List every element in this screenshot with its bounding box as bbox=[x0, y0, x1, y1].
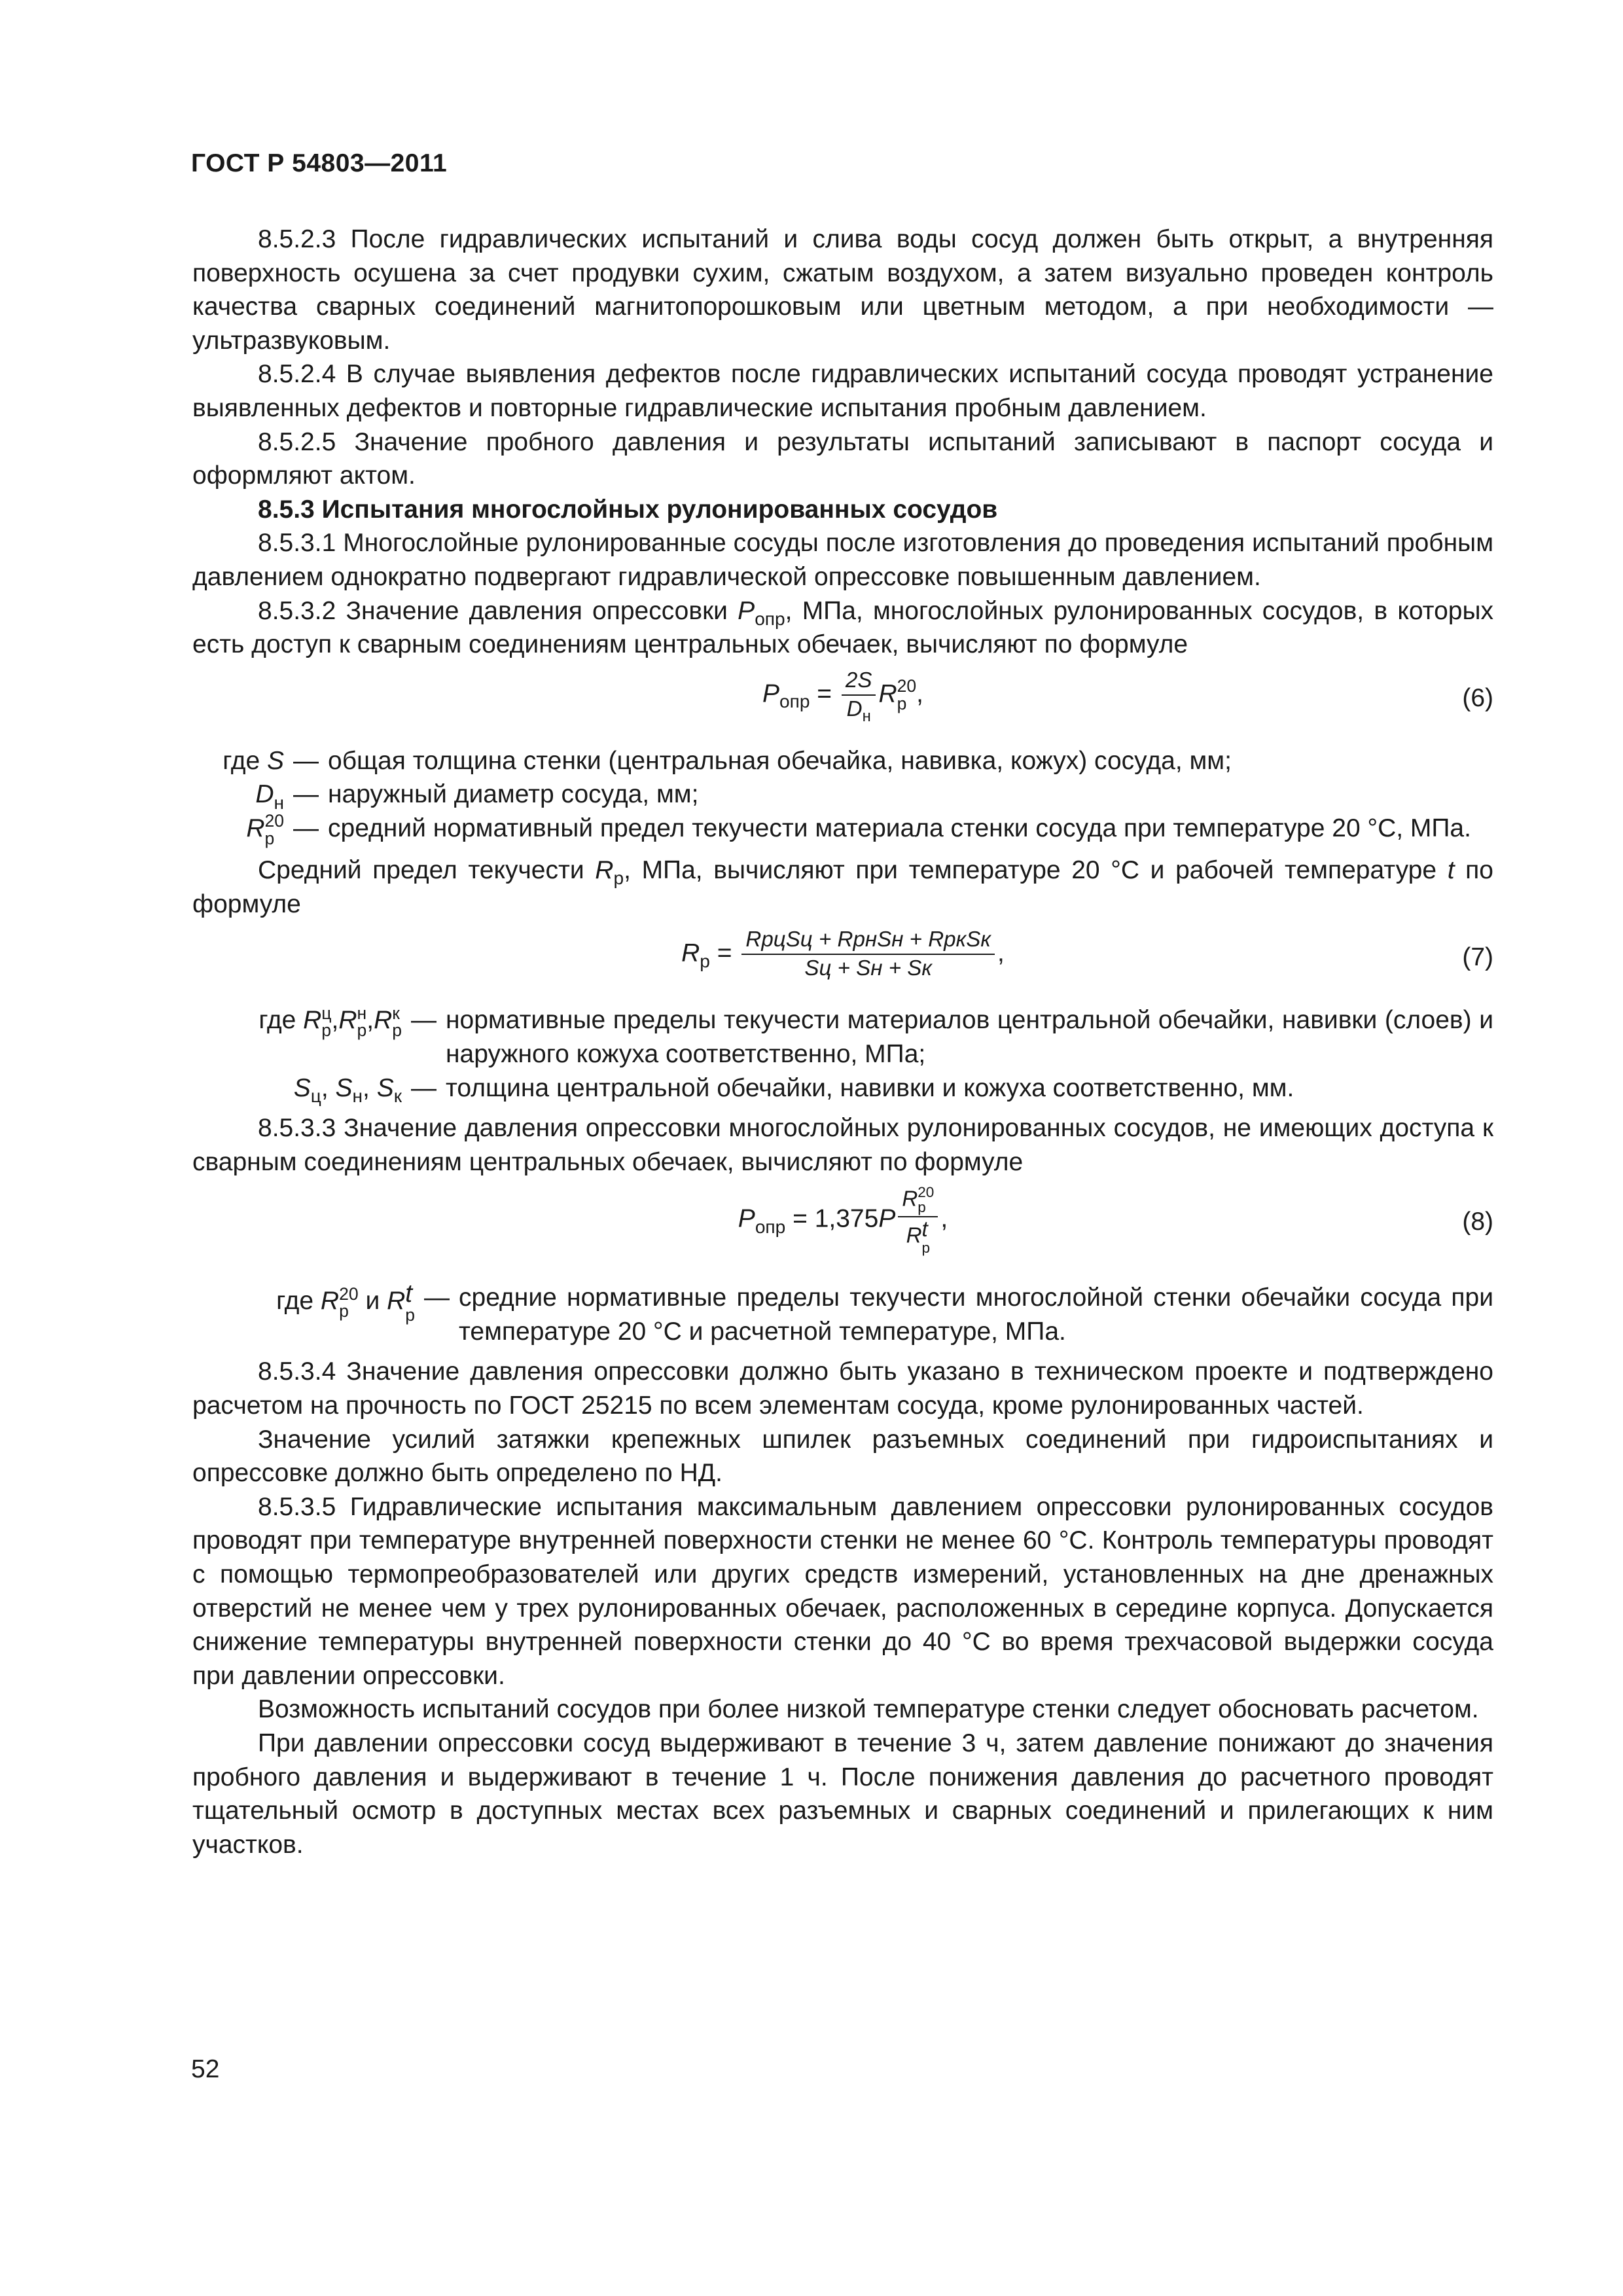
document-body bbox=[192, 223, 1493, 1861]
paragraph-8-5-3-3: 8.5.3.3 Значение давления опрессовки многослойных рулонированных сосудов, не имеющих доступа к сварным соединениям центральных обечаек, вычисляют по формуле bbox=[192, 1114, 1493, 1176]
formula-number-8: (8) bbox=[1462, 1208, 1493, 1236]
paragraph-8-5-3-5: 8.5.3.5 Гидравлические испытания максимальным давлением опрессовки рулонированных сосудов проводят при температуре внутренней поверхности стенки не менее 60 °С. Контроль температуры проводят с помощью термопреобразователей или других средств измерений, установленных на дне дренажных отверстий не менее чем у трех рулонированных обечаек, расположенных в середине корпуса. Допускается снижение температуры внутренней поверхности стенки до 40 °С во время трехчасовой выдержки сосуда при давлении опрессовки. bbox=[192, 1492, 1493, 1690]
paragraph-8-5-3-2: 8.5.3.2 Значение давления опрессовки $P_{опр}$, МПа, многослойных рулонированных сосудов, в которых есть доступ к сварным соединениям центральных обечаек, вычисляют по формуле bbox=[192, 596, 1493, 659]
paragraph-low-temperature: Возможность испытаний сосудов при более низкой температуре стенки следует обосновать расчетом. bbox=[258, 1695, 1479, 1724]
page-number: 52 bbox=[191, 2055, 220, 2083]
paragraph-bolt-tightening: Значение усилий затяжки крепежных шпилек разъемных соединений при гидроиспытаниях и опрессовке должно быть определено по НД. bbox=[192, 1425, 1493, 1488]
paragraph-holding-time: При давлении опрессовки сосуд выдерживают в течение 3 ч, затем давление понижают до значения пробного давления и выдерживают в течение 1 ч. После понижения давления до расчетного проводят тщательный осмотр в доступных местах всех разъемных и сварных соединений и прилегающих к ним участков. bbox=[192, 1729, 1493, 1859]
definitions-formula-8: где R 20 р и R t р — средние нормативные пределы текучести многослойной стенки обечайки сосуда при температуре 20 °С и расчетной температуре, МПа. bbox=[276, 1280, 1493, 1346]
paragraph-8-5-3-1: 8.5.3.1 Многослойные рулонированные сосуды после изготовления до проведения испытаний пробным давлением однократно подвергают гидравлической опрессовке повышенным давлением. bbox=[192, 529, 1493, 591]
paragraph-8-5-2-5: 8.5.2.5 Значение пробного давления и результаты испытаний записывают в паспорт сосуда и оформляют актом. bbox=[192, 427, 1493, 490]
formula-number-7: (7) bbox=[1462, 943, 1493, 972]
formula-8: $P_{опр} = 1,375P$ R 20 р R t р , (8) bbox=[738, 1184, 1493, 1256]
formula-7: $R_р$ = $\frac{\text{RрцSц + RрнSн + RркSк}}{Sц + Sн + Sк}$ , (7) bbox=[681, 927, 1493, 981]
paragraph-average-yield: Средний предел текучести $R_р$, МПа, вычисляют при температуре 20 °С и рабочей температуре t по формуле bbox=[192, 856, 1493, 918]
formula-number-6: (6) bbox=[1462, 683, 1493, 712]
paragraph-8-5-2-4: 8.5.2.4 В случае выявления дефектов после гидравлических испытаний сосуда проводят устранение выявленных дефектов и повторные гидравлические испытания пробным давлением. bbox=[192, 360, 1493, 422]
paragraph-8-5-3-4: 8.5.3.4 Значение давления опрессовки должно быть указано в техническом проекте и подтверждено расчетом на прочность по ГОСТ 25215 по всем элементам сосуда, кроме рулонированных частей. bbox=[192, 1357, 1493, 1420]
definitions-formula-7: где R ц р ,R н р ,R к р — нормативные пределы текучести материалов центральной обечайки, навивки (слоев) и наружного кожуха соответственно, МПа; $S_ц$, $S_н$, $S_к$ — толщина центральной обечайки, навивки и кожуха соответственно, мм. bbox=[259, 1003, 1493, 1106]
section-heading-8-5-3: 8.5.3 Испытания многослойных рулонированных сосудов bbox=[258, 495, 998, 524]
formula-6: $P_{опр}$ = $\frac{2S}{D_н}$ R 20 р , (6) bbox=[762, 668, 1493, 725]
paragraph-8-5-2-3: 8.5.2.3 После гидравлических испытаний и слива воды сосуд должен быть открыт, а внутренняя поверхность осушена за счет продувки сухим, сжатым воздухом, а затем визуально проведен контроль качества сварных соединений магнитопорошковым или цветным методом, а при необходимости — ультразвуковым. bbox=[192, 225, 1493, 355]
document-header: ГОСТ Р 54803—2011 bbox=[191, 149, 448, 177]
definitions-formula-6: где S — общая толщина стенки (центральная обечайка, навивка, кожух) сосуда, мм; $D_н$ — наружный диаметр сосуда, мм; R 20 р — средний нормативный предел текучести материала стенки сосуда при температуре 20 °С, МПа. bbox=[223, 746, 1471, 848]
